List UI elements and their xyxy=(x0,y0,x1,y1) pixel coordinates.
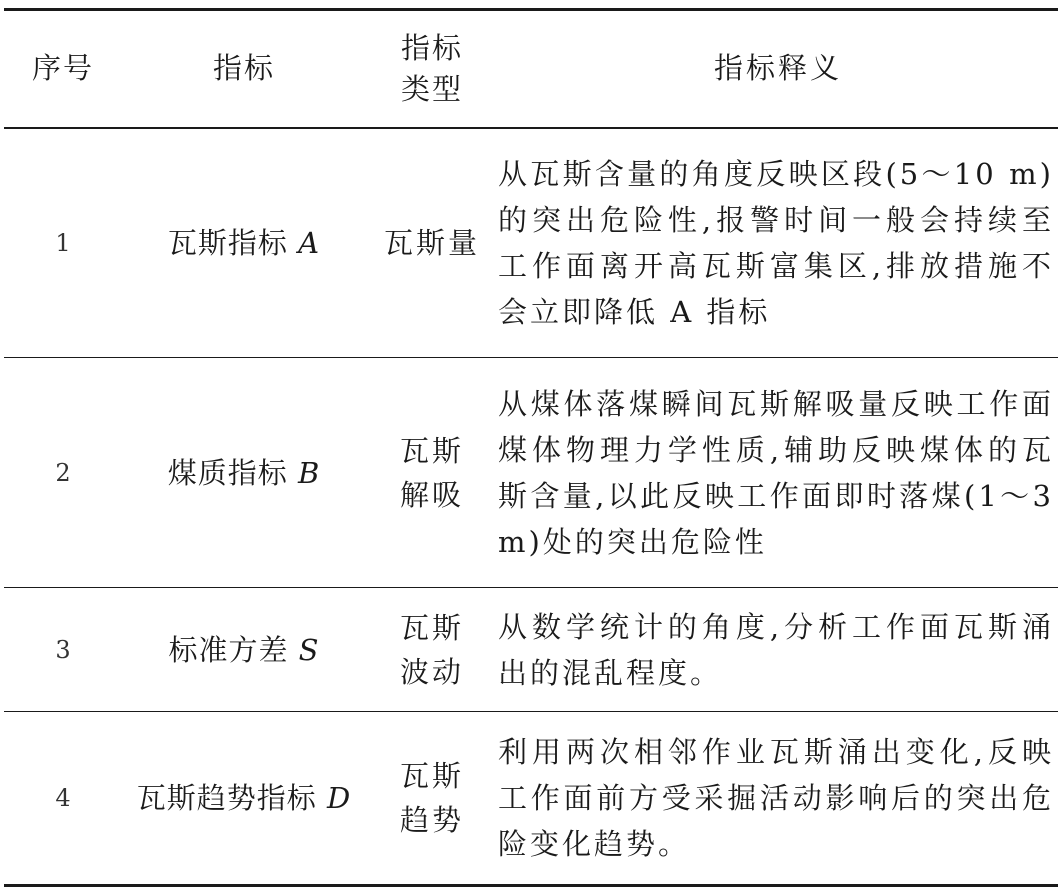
table-row xyxy=(4,712,1058,886)
row-description: 从数学统计的角度,分析工作面瓦斯涌出的混乱程度。 xyxy=(498,609,1054,690)
indicator-type-line: 波动 xyxy=(399,654,464,689)
indicator-type-line: 解吸 xyxy=(399,477,464,512)
indicator-table-container xyxy=(4,8,1058,887)
header-index: 序号 xyxy=(31,51,94,86)
indicator-variable: S xyxy=(298,632,320,667)
indicator-table xyxy=(4,8,1058,887)
row-indicator-name xyxy=(122,712,366,886)
header-row xyxy=(4,10,1058,128)
table-header xyxy=(4,10,1058,128)
indicator-type-line: 趋势 xyxy=(399,803,464,837)
indicator-variable: A xyxy=(298,225,321,260)
header-type-line2: 类型 xyxy=(400,71,463,106)
header-type-line1: 指标 xyxy=(400,30,463,65)
table-row xyxy=(4,358,1058,588)
row-index: 3 xyxy=(55,635,71,664)
header-name: 指标 xyxy=(212,51,275,86)
indicator-type-line: 瓦斯 xyxy=(399,759,464,793)
row-indicator-type xyxy=(366,712,498,886)
indicator-type-line: 瓦斯 xyxy=(399,433,464,468)
row-description: 从煤体落煤瞬间瓦斯解吸量反映工作面煤体物理力学性质,辅助反映煤体的瓦斯含量,以此反映工作面即时落煤(1～3 m)处的突出危险性 xyxy=(498,386,1054,559)
row-description: 从瓦斯含量的角度反映区段(5～10 m)的突出危险性,报警时间一般会持续至工作面离开高瓦斯富集区,排放措施不会立即降低 A 指标 xyxy=(498,156,1054,329)
row-indicator-type xyxy=(366,358,498,588)
row-index: 1 xyxy=(55,228,71,257)
indicator-variable: B xyxy=(297,455,321,490)
indicator-variable: D xyxy=(326,781,352,815)
row-index: 4 xyxy=(55,784,71,812)
header-type xyxy=(366,10,498,128)
indicator-type-line: 瓦斯量 xyxy=(383,225,480,260)
table-body xyxy=(4,128,1058,886)
row-indicator-type xyxy=(366,588,498,712)
row-indicator-name xyxy=(122,588,366,712)
indicator-name-text: 煤质指标 xyxy=(167,455,288,490)
row-indicator-type xyxy=(366,128,498,358)
indicator-name-text: 瓦斯指标 xyxy=(167,225,288,260)
indicator-name-text: 瓦斯趋势指标 xyxy=(136,781,317,815)
indicator-name-text: 标准方差 xyxy=(168,632,289,667)
indicator-type-line: 瓦斯 xyxy=(399,610,464,645)
row-index: 2 xyxy=(55,458,71,487)
row-indicator-name xyxy=(122,358,366,588)
table-row xyxy=(4,588,1058,712)
header-description: 指标释义 xyxy=(713,51,842,86)
row-indicator-name xyxy=(122,128,366,358)
table-row xyxy=(4,128,1058,358)
row-description: 利用两次相邻作业瓦斯涌出变化,反映工作面前方受采掘活动影响后的突出危险变化趋势。 xyxy=(498,735,1054,861)
